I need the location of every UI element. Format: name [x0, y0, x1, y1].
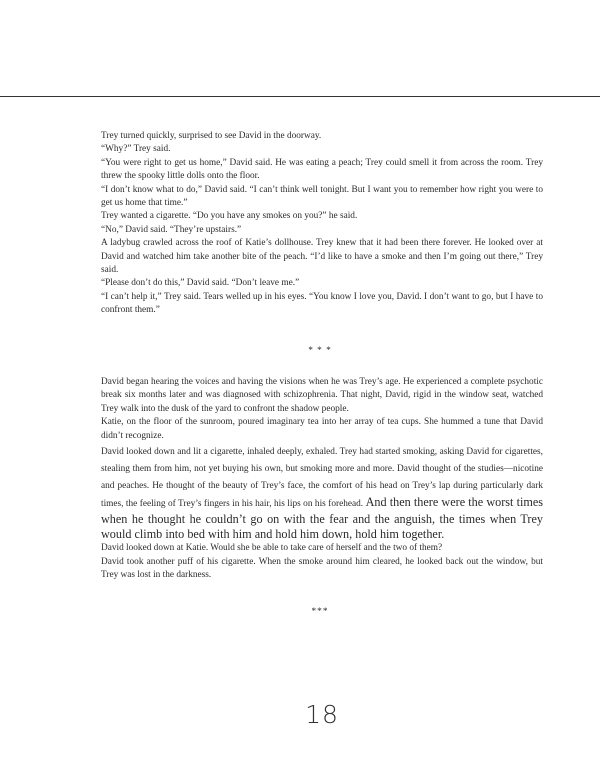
paragraph: “Why?” Trey said. — [101, 144, 171, 155]
paragraph: “You were right to get us home,” David said. He was eating a peach; Trey could smell it from across the room. Trey threw the spooky little dolls onto the floor. — [101, 157, 543, 182]
paragraph: “Please don’t do this,” David said. “Don’t leave me.” — [101, 278, 300, 289]
paragraph-run-large: And then there were the worst times when he thought he couldn’t go on with the fear and the anguish, the times when Trey would climb into bed with him and hold him down, hold him together. — [101, 494, 544, 542]
body-text-section-1 — [101, 130, 543, 318]
scene-break: * * * — [308, 346, 332, 356]
paragraph: David took another puff of his cigarette. When the smoke around him cleared, he looked back out the window, but Trey was lost in the darkness. — [101, 556, 543, 581]
body-text-section-2 — [101, 376, 543, 582]
paragraph: Katie, on the floor of the sunroom, poured imaginary tea into her array of tea cups. She hummed a tune that David didn’t recognize. — [101, 417, 543, 441]
paragraph: “I don’t know what to do,” David said. “I can’t think well tonight. But I want you to remember how right you were to get us home that time.” — [101, 184, 543, 209]
paragraph: Trey wanted a cigarette. “Do you have any smokes on you?” he said. — [101, 211, 358, 222]
scene-break-end: *** — [311, 607, 329, 617]
paragraph: Trey turned quickly, surprised to see David in the doorway. — [101, 131, 322, 141]
page-number: 18 — [305, 700, 339, 729]
paragraph-run-small: David looked down and lit a cigarette, inhaled deeply, exhaled. Trey had started smoking, asking David for cigarettes, stealing them from him, not yet buying his own, but smoking more and more. David thought of the studies—nicotine and peaches. He thought of the beauty of Trey’s face, the comfort of his head on Trey’s lap during particularly dark times, the feeling of Trey’s fingers in his hair, his lips on his forehead. — [101, 447, 543, 509]
paragraph-mixed-size — [101, 443, 543, 542]
paragraph: “I can’t help it,” Trey said. Tears welled up in his eyes. “You know I love you, David. I don’t want to go, but I have to confront them.” — [101, 291, 543, 316]
paragraph: David looked down at Katie. Would she be able to take care of herself and the two of them? — [101, 543, 443, 554]
paragraph: David began hearing the voices and having the visions when he was Trey’s age. He experienced a complete psychotic break six months later and was diagnosed with schizophrenia. That night, David, rigid in the window seat, watched Trey walk into the dusk of the yard to confront the shadow people. — [101, 377, 543, 414]
header-rule — [0, 96, 600, 97]
paragraph: A ladybug crawled across the roof of Katie’s dollhouse. Trey knew that it had been there forever. He looked over at David and watched him take another bite of the peach. “I’d like to have a smoke and then I’m going out there,” Trey said. — [101, 238, 543, 276]
paragraph: “No,” David said. “They’re upstairs.” — [101, 224, 242, 235]
